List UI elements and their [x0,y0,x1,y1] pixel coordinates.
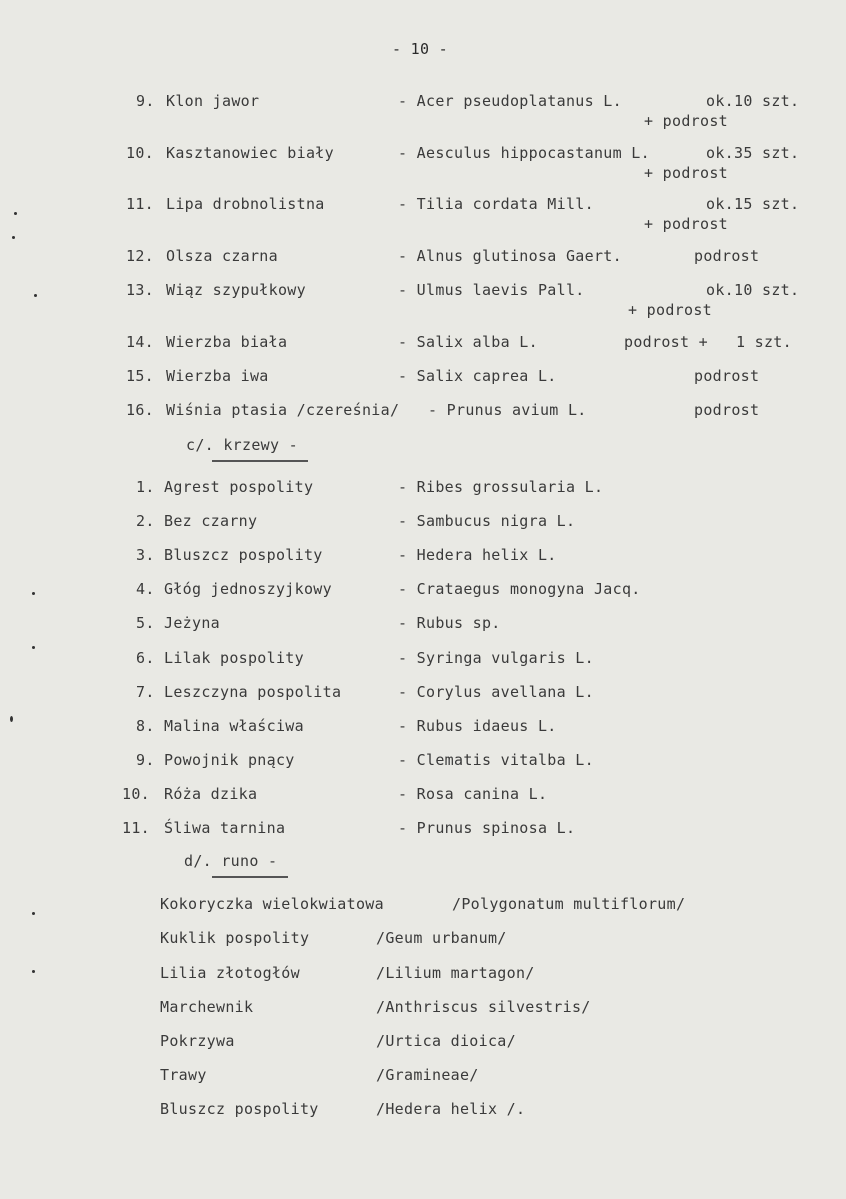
list-item-latin-name: - Aesculus hippocastanum L. [398,144,650,162]
list-item-polish-name: Trawy [160,1066,207,1084]
scan-speck [32,646,35,649]
list-item-polish-name: Bez czarny [164,512,258,530]
list-item-latin-name: - Tilia cordata Mill. [398,195,594,213]
list-item-quantity: ok.10 szt. [706,92,800,110]
list-item-number: 5. [136,614,155,632]
list-item-latin-name: - Sambucus nigra L. [398,512,576,530]
list-item-polish-name: Lilak pospolity [164,649,304,667]
list-item-latin-name: - Acer pseudoplatanus L. [398,92,622,110]
list-item-latin-name: /Geum urbanum/ [376,929,507,947]
list-item-latin-name: /Polygonatum multiflorum/ [452,895,686,913]
list-item-number: 16. [126,401,154,419]
list-item-polish-name: Wierzba biała [166,333,288,351]
list-item-polish-name: Klon jawor [166,92,260,110]
list-item-number: 2. [136,512,155,530]
list-item-polish-name: Agrest pospolity [164,478,314,496]
list-item-latin-name: - Clematis vitalba L. [398,751,594,769]
list-item-polish-name: Wierzba iwa [166,367,269,385]
list-item-latin-name: /Lilium martagon/ [376,964,535,982]
list-item-polish-name: Wiśnia ptasia /czereśnia/ [166,401,400,419]
scan-speck [32,592,35,595]
list-item-number: 13. [126,281,154,299]
list-item-latin-name: - Crataegus monogyna Jacq. [398,580,641,598]
list-item-latin-name: - Salix alba L. [398,333,538,351]
list-item-latin-name: - Syringa vulgaris L. [398,649,594,667]
scan-speck [34,294,37,297]
scan-speck [14,212,17,215]
list-item-polish-name: Głóg jednoszyjkowy [164,580,332,598]
list-item-number: 8. [136,717,155,735]
list-item-latin-name: - Rubus sp. [398,614,501,632]
list-item-polish-name: Kasztanowiec biały [166,144,334,162]
list-item-number: 4. [136,580,155,598]
list-item-polish-name: Malina właściwa [164,717,304,735]
list-item-quantity: ok.15 szt. [706,195,800,213]
list-item-number: 3. [136,546,155,564]
list-item-polish-name: Śliwa tarnina [164,819,286,837]
list-item-quantity-note: + podrost [644,164,728,182]
list-item-polish-name: Marchewnik [160,998,254,1016]
list-item-polish-name: Róża dzika [164,785,258,803]
list-item-latin-name: - Prunus spinosa L. [398,819,576,837]
list-item-polish-name: Bluszcz pospolity [160,1100,319,1118]
list-item-latin-name: /Gramineae/ [376,1066,479,1084]
list-item-number: 11. [126,195,154,213]
list-item-polish-name: Pokrzywa [160,1032,235,1050]
section-heading: d/. runo - [184,852,278,870]
scan-speck [32,970,35,973]
heading-underline [212,460,308,462]
list-item-polish-name: Powojnik pnący [164,751,295,769]
list-item-polish-name: Olsza czarna [166,247,278,265]
list-item-polish-name: Jeżyna [164,614,220,632]
list-item-latin-name: - Rubus idaeus L. [398,717,557,735]
list-item-polish-name: Lipa drobnolistna [166,195,325,213]
list-item-number: 14. [126,333,154,351]
list-item-polish-name: Lilia złotogłów [160,964,300,982]
list-item-number: 11. [122,819,150,837]
list-item-quantity: podrost [694,247,760,265]
list-item-quantity: podrost [694,367,760,385]
list-item-latin-name: - Corylus avellana L. [398,683,594,701]
list-item-number: 10. [122,785,150,803]
list-item-latin-name: /Urtica dioica/ [376,1032,516,1050]
list-item-polish-name: Bluszcz pospolity [164,546,323,564]
heading-underline [212,876,288,878]
list-item-number: 6. [136,649,155,667]
list-item-latin-name: - Alnus glutinosa Gaert. [398,247,622,265]
list-item-quantity-note: + podrost [644,112,728,130]
list-item-latin-name: - Ribes grossularia L. [398,478,604,496]
list-item-quantity: ok.10 szt. [706,281,800,299]
list-item-quantity: ok.35 szt. [706,144,800,162]
list-item-number: 10. [126,144,154,162]
list-item-polish-name: Kokoryczka wielokwiatowa [160,895,384,913]
list-item-quantity: podrost + 1 szt. [624,333,792,351]
list-item-latin-name: - Rosa canina L. [398,785,548,803]
list-item-latin-name: - Salix caprea L. [398,367,557,385]
list-item-polish-name: Kuklik pospolity [160,929,310,947]
list-item-number: 12. [126,247,154,265]
list-item-latin-name: - Ulmus laevis Pall. [398,281,585,299]
list-item-quantity: podrost [694,401,760,419]
list-item-number: 7. [136,683,155,701]
list-item-number: 9. [136,92,155,110]
scan-speck [32,912,35,915]
list-item-latin-name: /Anthriscus silvestris/ [376,998,591,1016]
scan-speck [12,236,15,239]
list-item-latin-name: - Prunus avium L. [428,401,587,419]
list-item-number: 9. [136,751,155,769]
list-item-number: 15. [126,367,154,385]
list-item-latin-name: - Hedera helix L. [398,546,557,564]
list-item-latin-name: /Hedera helix /. [376,1100,526,1118]
section-heading: c/. krzewy - [186,436,298,454]
list-item-quantity-note: + podrost [628,301,712,319]
list-item-quantity-note: + podrost [644,215,728,233]
list-item-number: 1. [136,478,155,496]
page-number: - 10 - [392,40,448,58]
list-item-polish-name: Wiąz szypułkowy [166,281,306,299]
list-item-polish-name: Leszczyna pospolita [164,683,342,701]
scan-speck [10,716,13,722]
